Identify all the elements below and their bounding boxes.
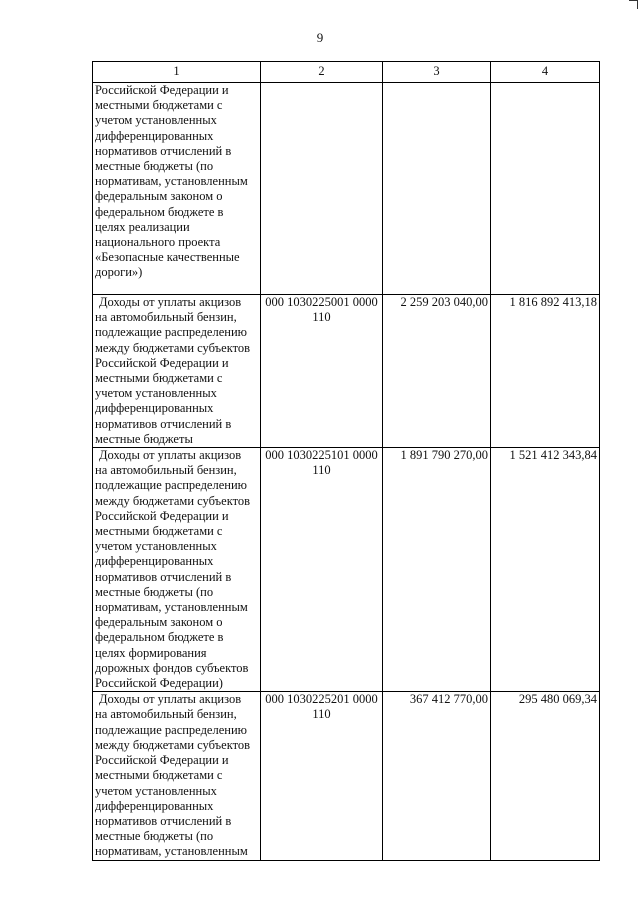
- description-line: нормативов отчислений в: [95, 569, 232, 584]
- description-line: на автомобильный бензин,: [95, 707, 237, 722]
- description-line: Российской Федерации и: [95, 355, 229, 370]
- row-value-column-3: 2 259 203 040,00: [383, 295, 491, 448]
- description-line: федеральным законом о: [95, 189, 223, 204]
- description-line: подлежащие распределению: [95, 722, 247, 737]
- row-value-column-3: [383, 83, 491, 295]
- description-line: дифференцированных: [95, 128, 214, 143]
- description-line: Доходы от уплаты акцизов: [99, 692, 242, 707]
- description-line: между бюджетами субъектов: [95, 493, 251, 508]
- row-description: [93, 448, 261, 692]
- description-line: между бюджетами субъектов: [95, 737, 251, 752]
- row-code: [261, 83, 383, 295]
- code-line: 110: [312, 309, 331, 324]
- description-line: нормативов отчислений в: [95, 813, 232, 828]
- code-line: 000 1030225201 0000: [265, 692, 378, 707]
- corner-mark: [629, 0, 638, 9]
- code-line: 000 1030225101 0000: [265, 448, 378, 463]
- row-value-column-4: 1 816 892 413,18: [491, 295, 600, 448]
- table-body: [93, 83, 600, 861]
- description-line: местными бюджетами с: [95, 524, 223, 539]
- row-value-column-4: 295 480 069,34: [491, 692, 600, 860]
- description-line: «Безопасные качественные: [95, 250, 240, 265]
- column-header-3: 3: [383, 62, 491, 83]
- description-line: нормативам, установленным: [95, 600, 248, 615]
- description-line: между бюджетами субъектов: [95, 340, 251, 355]
- description-line: местными бюджетами с: [95, 371, 223, 386]
- row-value-column-4: 1 521 412 343,84: [491, 448, 600, 692]
- description-line: Доходы от уплаты акцизов: [99, 448, 242, 463]
- description-line: целях формирования: [95, 645, 207, 660]
- column-header-2: 2: [261, 62, 383, 83]
- code-line: 000 1030225001 0000: [265, 295, 378, 309]
- description-line: подлежащие распределению: [95, 325, 247, 340]
- description-line: федеральным законом о: [95, 615, 223, 630]
- description-line: целях реализации: [95, 219, 190, 234]
- table-row: [93, 295, 600, 448]
- table-row: [93, 448, 600, 692]
- row-value-column-3: 1 891 790 270,00: [383, 448, 491, 692]
- description-line: местные бюджеты: [95, 431, 193, 446]
- table-row: [93, 83, 600, 295]
- description-line: Российской Федерации): [95, 676, 223, 691]
- description-line: учетом установленных: [95, 386, 217, 401]
- description-line: на автомобильный бензин,: [95, 310, 237, 325]
- description-line: дороги»): [95, 265, 143, 280]
- description-line: подлежащие распределению: [95, 478, 247, 493]
- description-line: местные бюджеты (по: [95, 159, 214, 174]
- description-line: нормативов отчислений в: [95, 416, 232, 431]
- table-row: [93, 692, 600, 860]
- budget-table: [92, 61, 600, 861]
- row-description: [93, 692, 261, 860]
- description-line: национального проекта: [95, 235, 221, 250]
- column-header-4: 4: [491, 62, 600, 83]
- description-line: учетом установленных: [95, 783, 217, 798]
- description-line: учетом установленных: [95, 113, 217, 128]
- row-code: [261, 448, 383, 692]
- description-line: на автомобильный бензин,: [95, 463, 237, 478]
- description-line: Российской Федерации и: [95, 83, 229, 97]
- row-code: [261, 295, 383, 448]
- page-number: 9: [316, 30, 324, 45]
- description-line: Доходы от уплаты акцизов: [99, 295, 242, 309]
- description-line: Российской Федерации и: [95, 508, 229, 523]
- description-line: Российской Федерации и: [95, 753, 229, 768]
- row-value-column-3: 367 412 770,00: [383, 692, 491, 860]
- description-line: федеральном бюджете в: [95, 204, 224, 219]
- description-line: местными бюджетами с: [95, 98, 223, 113]
- row-description: [93, 83, 261, 295]
- description-line: нормативам, установленным: [95, 844, 248, 859]
- description-line: местные бюджеты (по: [95, 829, 214, 844]
- row-description: [93, 295, 261, 448]
- description-line: местными бюджетами с: [95, 768, 223, 783]
- description-line: местные бюджеты (по: [95, 584, 214, 599]
- table-header-row: [93, 62, 600, 83]
- code-line: 110: [312, 462, 331, 477]
- description-line: федеральном бюджете в: [95, 630, 224, 645]
- description-line: дорожных фондов субъектов: [95, 660, 249, 675]
- code-line: 110: [312, 706, 331, 721]
- description-line: нормативов отчислений в: [95, 143, 232, 158]
- description-line: дифференцированных: [95, 401, 214, 416]
- description-line: учетом установленных: [95, 539, 217, 554]
- column-header-1: 1: [93, 62, 261, 83]
- row-code: [261, 692, 383, 860]
- description-line: дифференцированных: [95, 798, 214, 813]
- description-line: дифференцированных: [95, 554, 214, 569]
- row-value-column-4: [491, 83, 600, 295]
- description-line: нормативам, установленным: [95, 174, 248, 189]
